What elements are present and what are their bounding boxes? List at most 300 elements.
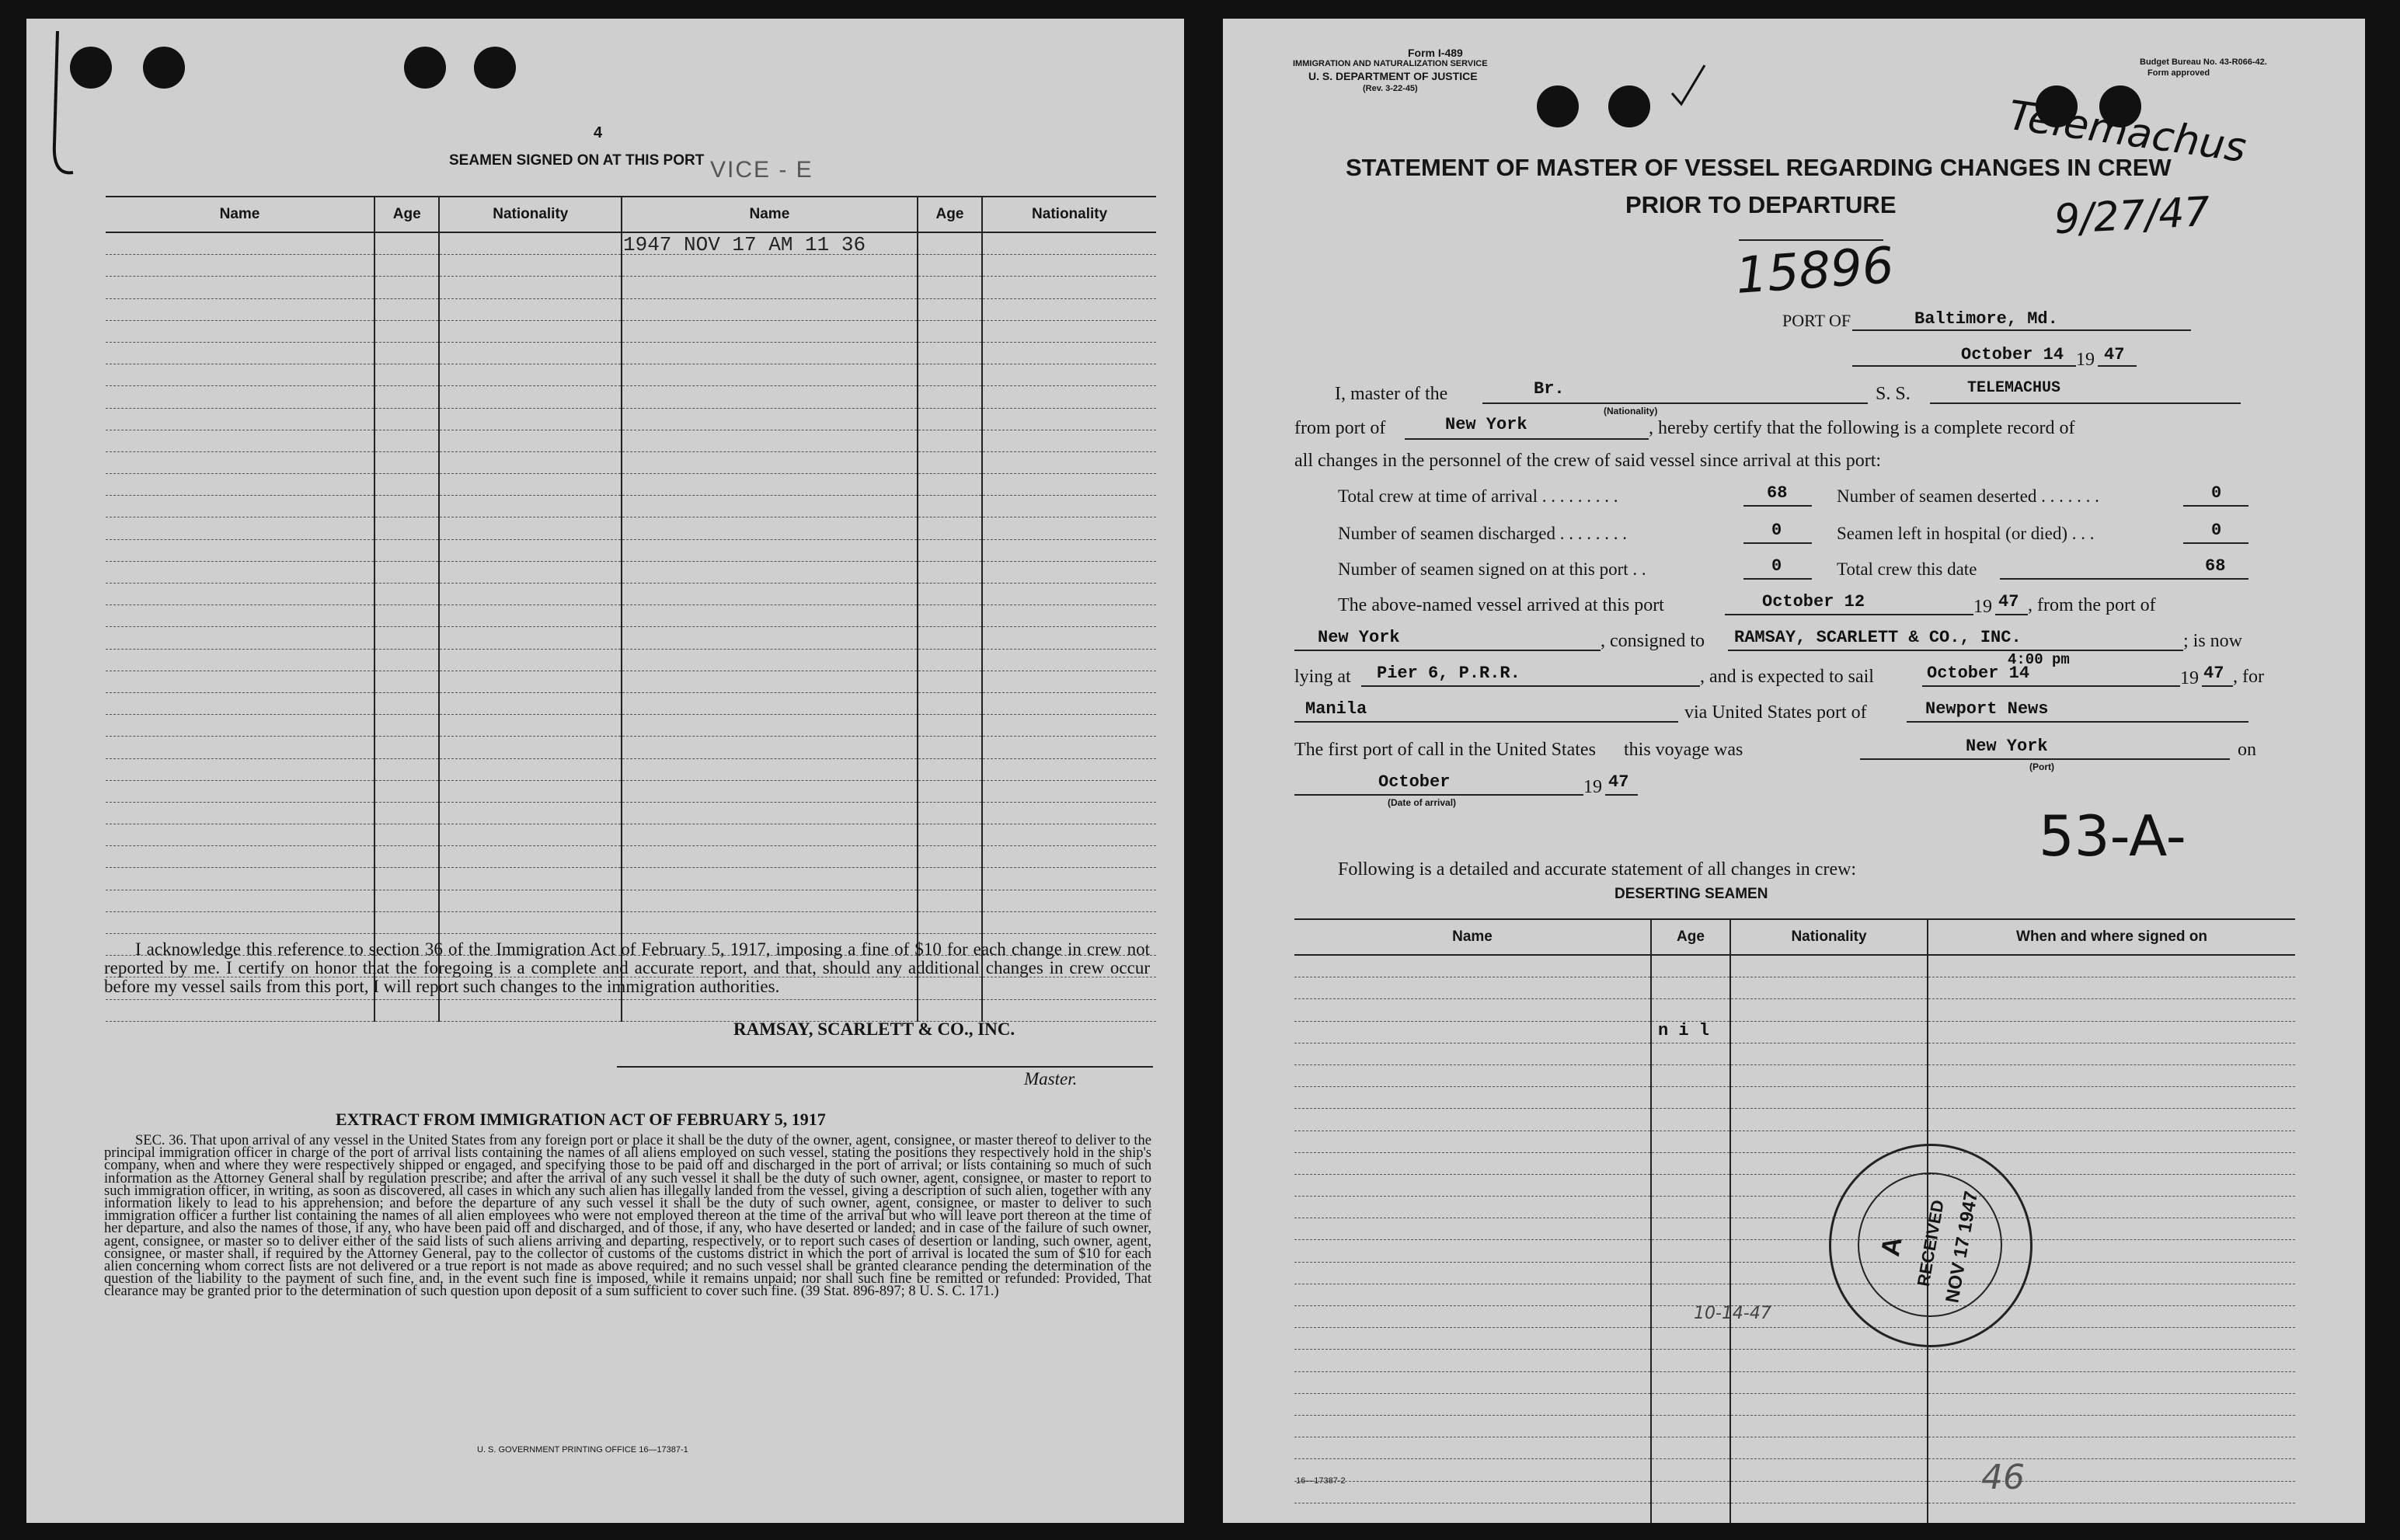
agency-line: U. S. DEPARTMENT OF JUSTICE (1308, 70, 1478, 82)
handwritten-margin-date: 10-14-47 (1694, 1304, 1771, 1323)
punch-hole (1608, 85, 1650, 127)
extract-title: EXTRACT FROM IMMIGRATION ACT OF FEBRUARY 5, 1917 (336, 1110, 826, 1129)
table-cell (1928, 1371, 2295, 1393)
table-cell (439, 561, 622, 583)
from-port-label: from port of (1294, 418, 1386, 438)
table-cell (982, 539, 1156, 561)
count-line (1743, 578, 1812, 580)
total-crew-arrival-label: Total crew at time of arrival . . . . . . . . . (1338, 486, 1618, 506)
table-cell (439, 364, 622, 386)
lying-at-label: lying at (1294, 667, 1351, 687)
table-row (106, 715, 1156, 737)
table-cell (106, 364, 374, 386)
table-cell (622, 320, 918, 342)
handwritten-page-number: 46 (1981, 1458, 2025, 1497)
date-line (1852, 365, 2076, 367)
table-cell (1294, 1415, 1651, 1437)
column-header-name: Name (1294, 919, 1651, 955)
table-cell (439, 232, 622, 255)
table-cell (1730, 1043, 1928, 1064)
table-cell (439, 539, 622, 561)
table-cell (439, 517, 622, 539)
handwritten-code: 53-A- (2039, 803, 2186, 869)
table-row (106, 277, 1156, 298)
table-cell (622, 780, 918, 802)
nationality-value: Br. (1534, 379, 1565, 399)
table-cell (622, 605, 918, 627)
for-label: , for (2233, 667, 2264, 687)
master-label: I, master of the (1335, 384, 1448, 404)
table-cell (1294, 1284, 1651, 1305)
table-cell (1294, 1021, 1651, 1043)
table-cell (106, 232, 374, 255)
table-cell (1730, 1415, 1928, 1437)
table-cell (622, 561, 918, 583)
table-cell (1730, 1481, 1928, 1503)
table-cell (1294, 1174, 1651, 1196)
table-cell (374, 846, 440, 868)
table-cell (106, 451, 374, 473)
vessel-line (1930, 402, 2241, 404)
table-cell (622, 584, 918, 605)
table-cell (982, 627, 1156, 649)
table-row (106, 298, 1156, 320)
signed-on-label: Number of seamen signed on at this port . . (1338, 559, 1646, 579)
page-number: 4 (594, 124, 603, 141)
table-cell (1928, 1131, 2295, 1152)
table-cell (918, 758, 983, 780)
table-cell (1730, 1109, 1928, 1131)
table-cell (374, 868, 440, 890)
acknowledgement-paragraph: I acknowledge this reference to section 36 of the Immigration Act of February 5, 1917, imposing a fine of $10 for each change in crew not reported by me. I certify on honor that the foregoing is a complete and accurate report, and that, should any additional changes in crew occur before my vessel sails from this port, I will report such changes to the immigration authorities. (104, 939, 1150, 996)
table-cell (1651, 1109, 1730, 1131)
count-line (2183, 505, 2248, 507)
voyage-label: this voyage was (1624, 740, 1743, 760)
table-cell (439, 671, 622, 692)
table-cell (439, 802, 622, 824)
table-cell (374, 474, 440, 496)
total-crew-date-value: 68 (2205, 556, 2226, 576)
table-cell (106, 802, 374, 824)
table-cell (439, 408, 622, 430)
table-cell (1928, 955, 2295, 977)
table-cell (374, 890, 440, 911)
column-header-age: Age (918, 197, 983, 232)
table-cell (374, 671, 440, 692)
date-of-arrival-label: (Date of arrival) (1388, 797, 1457, 808)
table-cell (622, 474, 918, 496)
table-cell (982, 605, 1156, 627)
table-cell (1651, 977, 1730, 999)
table-cell (982, 802, 1156, 824)
table-cell (1294, 1131, 1651, 1152)
table-cell (374, 758, 440, 780)
table-cell (1294, 1218, 1651, 1240)
destination-line (1294, 721, 1678, 723)
table-row (106, 386, 1156, 408)
port-label: PORT OF (1782, 311, 1851, 330)
table-cell (982, 584, 1156, 605)
received-round-stamp (1829, 1144, 2033, 1347)
table-cell (374, 780, 440, 802)
table-cell (439, 890, 622, 911)
table-cell (622, 451, 918, 473)
year-prefix: 19 (1973, 597, 1992, 617)
table-cell (1294, 1328, 1651, 1350)
table-cell (439, 824, 622, 846)
via-port-line (1907, 721, 2248, 723)
table-row (1294, 1306, 2295, 1328)
consigned-label: , consigned to (1601, 631, 1705, 651)
table-cell (982, 911, 1156, 933)
table-row (106, 890, 1156, 911)
table-cell (918, 999, 983, 1021)
table-cell (1651, 955, 1730, 977)
changes-text: all changes in the personnel of the crew of said vessel since arrival at this port: (1294, 451, 1882, 471)
table-row (106, 627, 1156, 649)
arrived-from-line (1294, 650, 1601, 651)
table-cell (374, 517, 440, 539)
table-cell (622, 298, 918, 320)
table-cell (982, 255, 1156, 277)
table-cell (1928, 999, 2295, 1021)
table-cell (439, 496, 622, 517)
table-cell (1928, 1109, 2295, 1131)
table-cell (918, 408, 983, 430)
table-row (1294, 1415, 2295, 1437)
printer-line: 16—17387-2 (1296, 1476, 1346, 1486)
table-row (106, 430, 1156, 451)
table-cell (1730, 1503, 1928, 1523)
table-cell (622, 255, 918, 277)
revision-label: (Rev. 3-22-45) (1363, 84, 1418, 93)
signature-line (617, 1066, 1153, 1068)
table-cell (982, 474, 1156, 496)
table-cell (622, 496, 918, 517)
table-cell (106, 386, 374, 408)
year-line (2098, 365, 2137, 367)
discharged-value: 0 (1771, 521, 1782, 540)
from-the-port-label: , from the port of (2028, 595, 2156, 615)
table-cell (106, 868, 374, 890)
on-label: on (2238, 740, 2256, 760)
table-cell (918, 561, 983, 583)
table-cell (106, 605, 374, 627)
table-cell (622, 408, 918, 430)
date-year: 47 (2104, 345, 2125, 364)
table-cell (1730, 1459, 1928, 1481)
table-cell (982, 298, 1156, 320)
agency-line: IMMIGRATION AND NATURALIZATION SERVICE (1293, 59, 1488, 68)
column-header-nationality: Nationality (1730, 919, 1928, 955)
table-cell (1651, 1284, 1730, 1305)
table-cell (374, 232, 440, 255)
table-cell (1651, 1415, 1730, 1437)
table-cell (106, 715, 374, 737)
table-cell (622, 539, 918, 561)
handwritten-date: 9/27/47 (2053, 188, 2211, 244)
table-cell (1928, 1437, 2295, 1459)
year-prefix: 19 (2076, 350, 2095, 370)
sail-date: October 14 (1927, 664, 2030, 683)
table-cell (1928, 1021, 2295, 1043)
table-cell (106, 649, 374, 671)
stamp-letter: A (1875, 1235, 1908, 1259)
sail-year: 47 (2203, 664, 2224, 683)
table-cell (1730, 977, 1928, 999)
table-cell (918, 780, 983, 802)
table-cell (374, 386, 440, 408)
table-cell (106, 496, 374, 517)
table-cell (622, 758, 918, 780)
table-row (106, 846, 1156, 868)
table-row (1294, 1043, 2295, 1064)
sail-time: 4:00 pm (2008, 651, 2070, 668)
table-row (106, 255, 1156, 277)
certify-text: , hereby certify that the following is a complete record of (1649, 418, 2075, 438)
table-cell (982, 408, 1156, 430)
extract-text: SEC. 36. That upon arrival of any vessel in the United States from any foreign port or place it shall be the duty of the owner, agent, consignee, or master thereof to deliver to the principal immigration officer in charge of the port of arrival lists containing the names of all aliens employed on such vessel, stating the positions they respectively hold in the ship's company, when and where they were respectively shipped or engaged, and specifying those to be paid off and discharged in the port of arrival; or lists containing so much of such information as the Attorney General shall by regulation prescribe; and after the arrival of any such vessel it shall be the duty of such owner, agent, consignee, or master to report to such immigration officer, in writing, as soon as discovered, all cases in which any such alien has illegally landed from the vessel, giving a description of such alien, together with any information likely to lead to his apprehension; and before the departure of any such vessel it shall be the duty of such owner, agent, consignee, or master to deliver to such immigration officer a further list containing the names of all alien employees who were not employed thereon at the time of the arrival but who will leave port thereon at the time of her departure, and also the names of those, if any, who have been paid off and discharged, and of those, if any, who have deserted or landed; and in case of the failure of such owner, agent, consignee, or master so to deliver either of the said lists of such aliens arriving and departing, respectively, or to report such cases of desertion or landing, such owner, agent, consignee, or master shall, if required by the Attorney General, pay to the collector of customs of the customs district in which the port of arrival is located the sum of $10 for each alien concerning whom correct lists are not delivered or a true report is not made as above required; and no such vessel shall be granted clearance pending the determination of the question of the liability to the payment of such fine, and, in the event such fine is imposed, while it remains unpaid; nor shall such fine be remitted or refunded: Provided, That clearance may be granted prior to the determination of such question upon deposit of a sum sufficient to cover such fine. (39 Stat. 896-897; 8 U. S. C. 171.) (104, 1133, 1151, 1300)
table-row (1294, 1021, 2295, 1043)
nationality-label: (Nationality) (1604, 406, 1658, 416)
table-cell (106, 692, 374, 714)
table-cell (982, 824, 1156, 846)
column-header-name: Name (106, 197, 374, 232)
table-cell (918, 868, 983, 890)
table-cell (1651, 1218, 1730, 1240)
arrived-date: October 12 (1762, 592, 1865, 611)
table-cell (622, 868, 918, 890)
table-cell (1294, 1109, 1651, 1131)
table-cell (918, 517, 983, 539)
table-row (106, 824, 1156, 846)
budget-bureau: Budget Bureau No. 43-R066-42. (2140, 57, 2267, 67)
table-cell (918, 584, 983, 605)
table-cell (106, 737, 374, 758)
hospital-value: 0 (2211, 521, 2222, 540)
table-row (1294, 1218, 2295, 1240)
table-cell (374, 539, 440, 561)
table-cell (1294, 1503, 1651, 1523)
table-cell (622, 364, 918, 386)
table-row (106, 342, 1156, 364)
left-page (26, 19, 1184, 1523)
table-cell (1651, 1350, 1730, 1371)
approval-label: Form approved (2147, 68, 2210, 78)
table-row (106, 539, 1156, 561)
table-cell (918, 715, 983, 737)
received-stamp: 1947 NOV 17 AM 11 36 (623, 233, 866, 256)
from-port-line (1405, 438, 1649, 440)
vessel-name: TELEMACHUS (1967, 379, 2061, 397)
table-row (1294, 1328, 2295, 1350)
table-cell (439, 430, 622, 451)
signed-on-table (106, 196, 1156, 1022)
table-cell (106, 911, 374, 933)
table-cell (1730, 955, 1928, 977)
table-cell (982, 890, 1156, 911)
table-cell (1294, 999, 1651, 1021)
consignee-line (1728, 650, 2183, 651)
table-cell (622, 890, 918, 911)
count-line (1743, 542, 1812, 544)
table-cell (1730, 1021, 1928, 1043)
table-cell (1651, 1087, 1730, 1109)
table-cell (374, 342, 440, 364)
table-row (106, 780, 1156, 802)
deserted-label: Number of seamen deserted . . . . . . . (1837, 486, 2099, 506)
table-cell (982, 342, 1156, 364)
table-cell (982, 277, 1156, 298)
table-cell (622, 715, 918, 737)
arrived-year: 47 (1998, 592, 2019, 611)
table-cell (1651, 1437, 1730, 1459)
table-cell (622, 911, 918, 933)
table-cell (1730, 1087, 1928, 1109)
year-prefix: 19 (2180, 668, 2199, 688)
table-cell (374, 824, 440, 846)
table-row (1294, 1109, 2295, 1131)
table-cell (622, 999, 918, 1021)
year-line (1995, 614, 2028, 615)
table-row (1294, 1371, 2295, 1393)
master-label: Master. (1024, 1069, 1078, 1089)
table-cell (1294, 977, 1651, 999)
table-cell (982, 846, 1156, 868)
column-header-name: Name (622, 197, 918, 232)
table-cell (439, 627, 622, 649)
port-line (1852, 329, 2191, 331)
table-row (1294, 1284, 2295, 1305)
table-cell (1730, 1350, 1928, 1371)
table-cell (982, 517, 1156, 539)
table-row (106, 999, 1156, 1021)
first-port-label: The first port of call in the United States (1294, 740, 1596, 760)
table-cell (1294, 1152, 1651, 1174)
table-row (1294, 1131, 2295, 1152)
table-row (1294, 1481, 2295, 1503)
table-row (1294, 1064, 2295, 1086)
table-cell (982, 430, 1156, 451)
table-cell (918, 320, 983, 342)
table-row (1294, 1174, 2295, 1196)
table-row (1294, 1393, 2295, 1415)
table-cell (439, 298, 622, 320)
table-cell (918, 474, 983, 496)
nil-entry: n i l (1658, 1021, 1710, 1040)
check-mark-icon (34, 28, 81, 183)
table-cell (374, 408, 440, 430)
stamp-received: RECEIVED (1913, 1198, 1948, 1288)
table-cell (918, 277, 983, 298)
hospital-label: Seamen left in hospital (or died) . . . (1837, 524, 2095, 543)
table-cell (1651, 1459, 1730, 1481)
table-cell (918, 605, 983, 627)
table-cell (439, 692, 622, 714)
table-cell (106, 999, 374, 1021)
table-cell (982, 715, 1156, 737)
table-cell (439, 584, 622, 605)
table-cell (1294, 1306, 1651, 1328)
section-title: SEAMEN SIGNED ON AT THIS PORT (449, 152, 705, 169)
table-cell (439, 605, 622, 627)
table-cell (918, 539, 983, 561)
table-cell (1294, 1240, 1651, 1262)
table-cell (1928, 1087, 2295, 1109)
total-crew-date-label: Total crew this date (1837, 559, 1977, 579)
table-cell (622, 824, 918, 846)
form-title: STATEMENT OF MASTER OF VESSEL REGARDING CHANGES IN CREW (1346, 154, 2172, 181)
stamp-date: NOV 17 1947 (1942, 1189, 1983, 1305)
table-row (106, 671, 1156, 692)
table-cell (106, 758, 374, 780)
count-line (1743, 505, 1812, 507)
punch-hole (474, 47, 516, 89)
table-cell (374, 298, 440, 320)
table-cell (374, 277, 440, 298)
table-cell (439, 277, 622, 298)
table-cell (918, 627, 983, 649)
table-cell (1730, 1064, 1928, 1086)
table-cell (1294, 1350, 1651, 1371)
deserting-seamen-table (1294, 918, 2295, 1523)
table-cell (1651, 1481, 1730, 1503)
table-cell (1651, 1262, 1730, 1284)
table-cell (1730, 1437, 1928, 1459)
punch-hole (143, 47, 185, 89)
table-cell (1651, 1240, 1730, 1262)
form-number: Form I-489 (1408, 47, 1463, 59)
table-header-row (1294, 919, 2295, 955)
table-cell (982, 758, 1156, 780)
table-cell (982, 868, 1156, 890)
table-cell (1928, 1503, 2295, 1523)
table-cell (1294, 955, 1651, 977)
table-cell (374, 802, 440, 824)
table-cell (918, 890, 983, 911)
table-cell (622, 671, 918, 692)
table-cell (1294, 1481, 1651, 1503)
table-cell (1651, 1197, 1730, 1218)
right-page (1223, 19, 2365, 1523)
table-cell (439, 342, 622, 364)
table-cell (1294, 1371, 1651, 1393)
table-cell (374, 255, 440, 277)
table-cell (918, 737, 983, 758)
date-day: October 14 (1961, 345, 2064, 364)
table-cell (982, 999, 1156, 1021)
count-line (2000, 578, 2248, 580)
arrived-from: New York (1318, 628, 1400, 647)
table-cell (106, 561, 374, 583)
table-cell (982, 320, 1156, 342)
via-port: Newport News (1925, 699, 2049, 719)
table-cell (918, 386, 983, 408)
port-value: Baltimore, Md. (1914, 309, 2058, 329)
table-cell (1651, 1328, 1730, 1350)
table-cell (439, 868, 622, 890)
table-cell (106, 342, 374, 364)
table-cell (374, 692, 440, 714)
table-cell (439, 649, 622, 671)
table-cell (106, 255, 374, 277)
table-cell (1928, 1393, 2295, 1415)
table-cell (622, 627, 918, 649)
table-row (106, 474, 1156, 496)
table-cell (1928, 1064, 2295, 1086)
table-cell (374, 496, 440, 517)
table-row (1294, 1240, 2295, 1262)
